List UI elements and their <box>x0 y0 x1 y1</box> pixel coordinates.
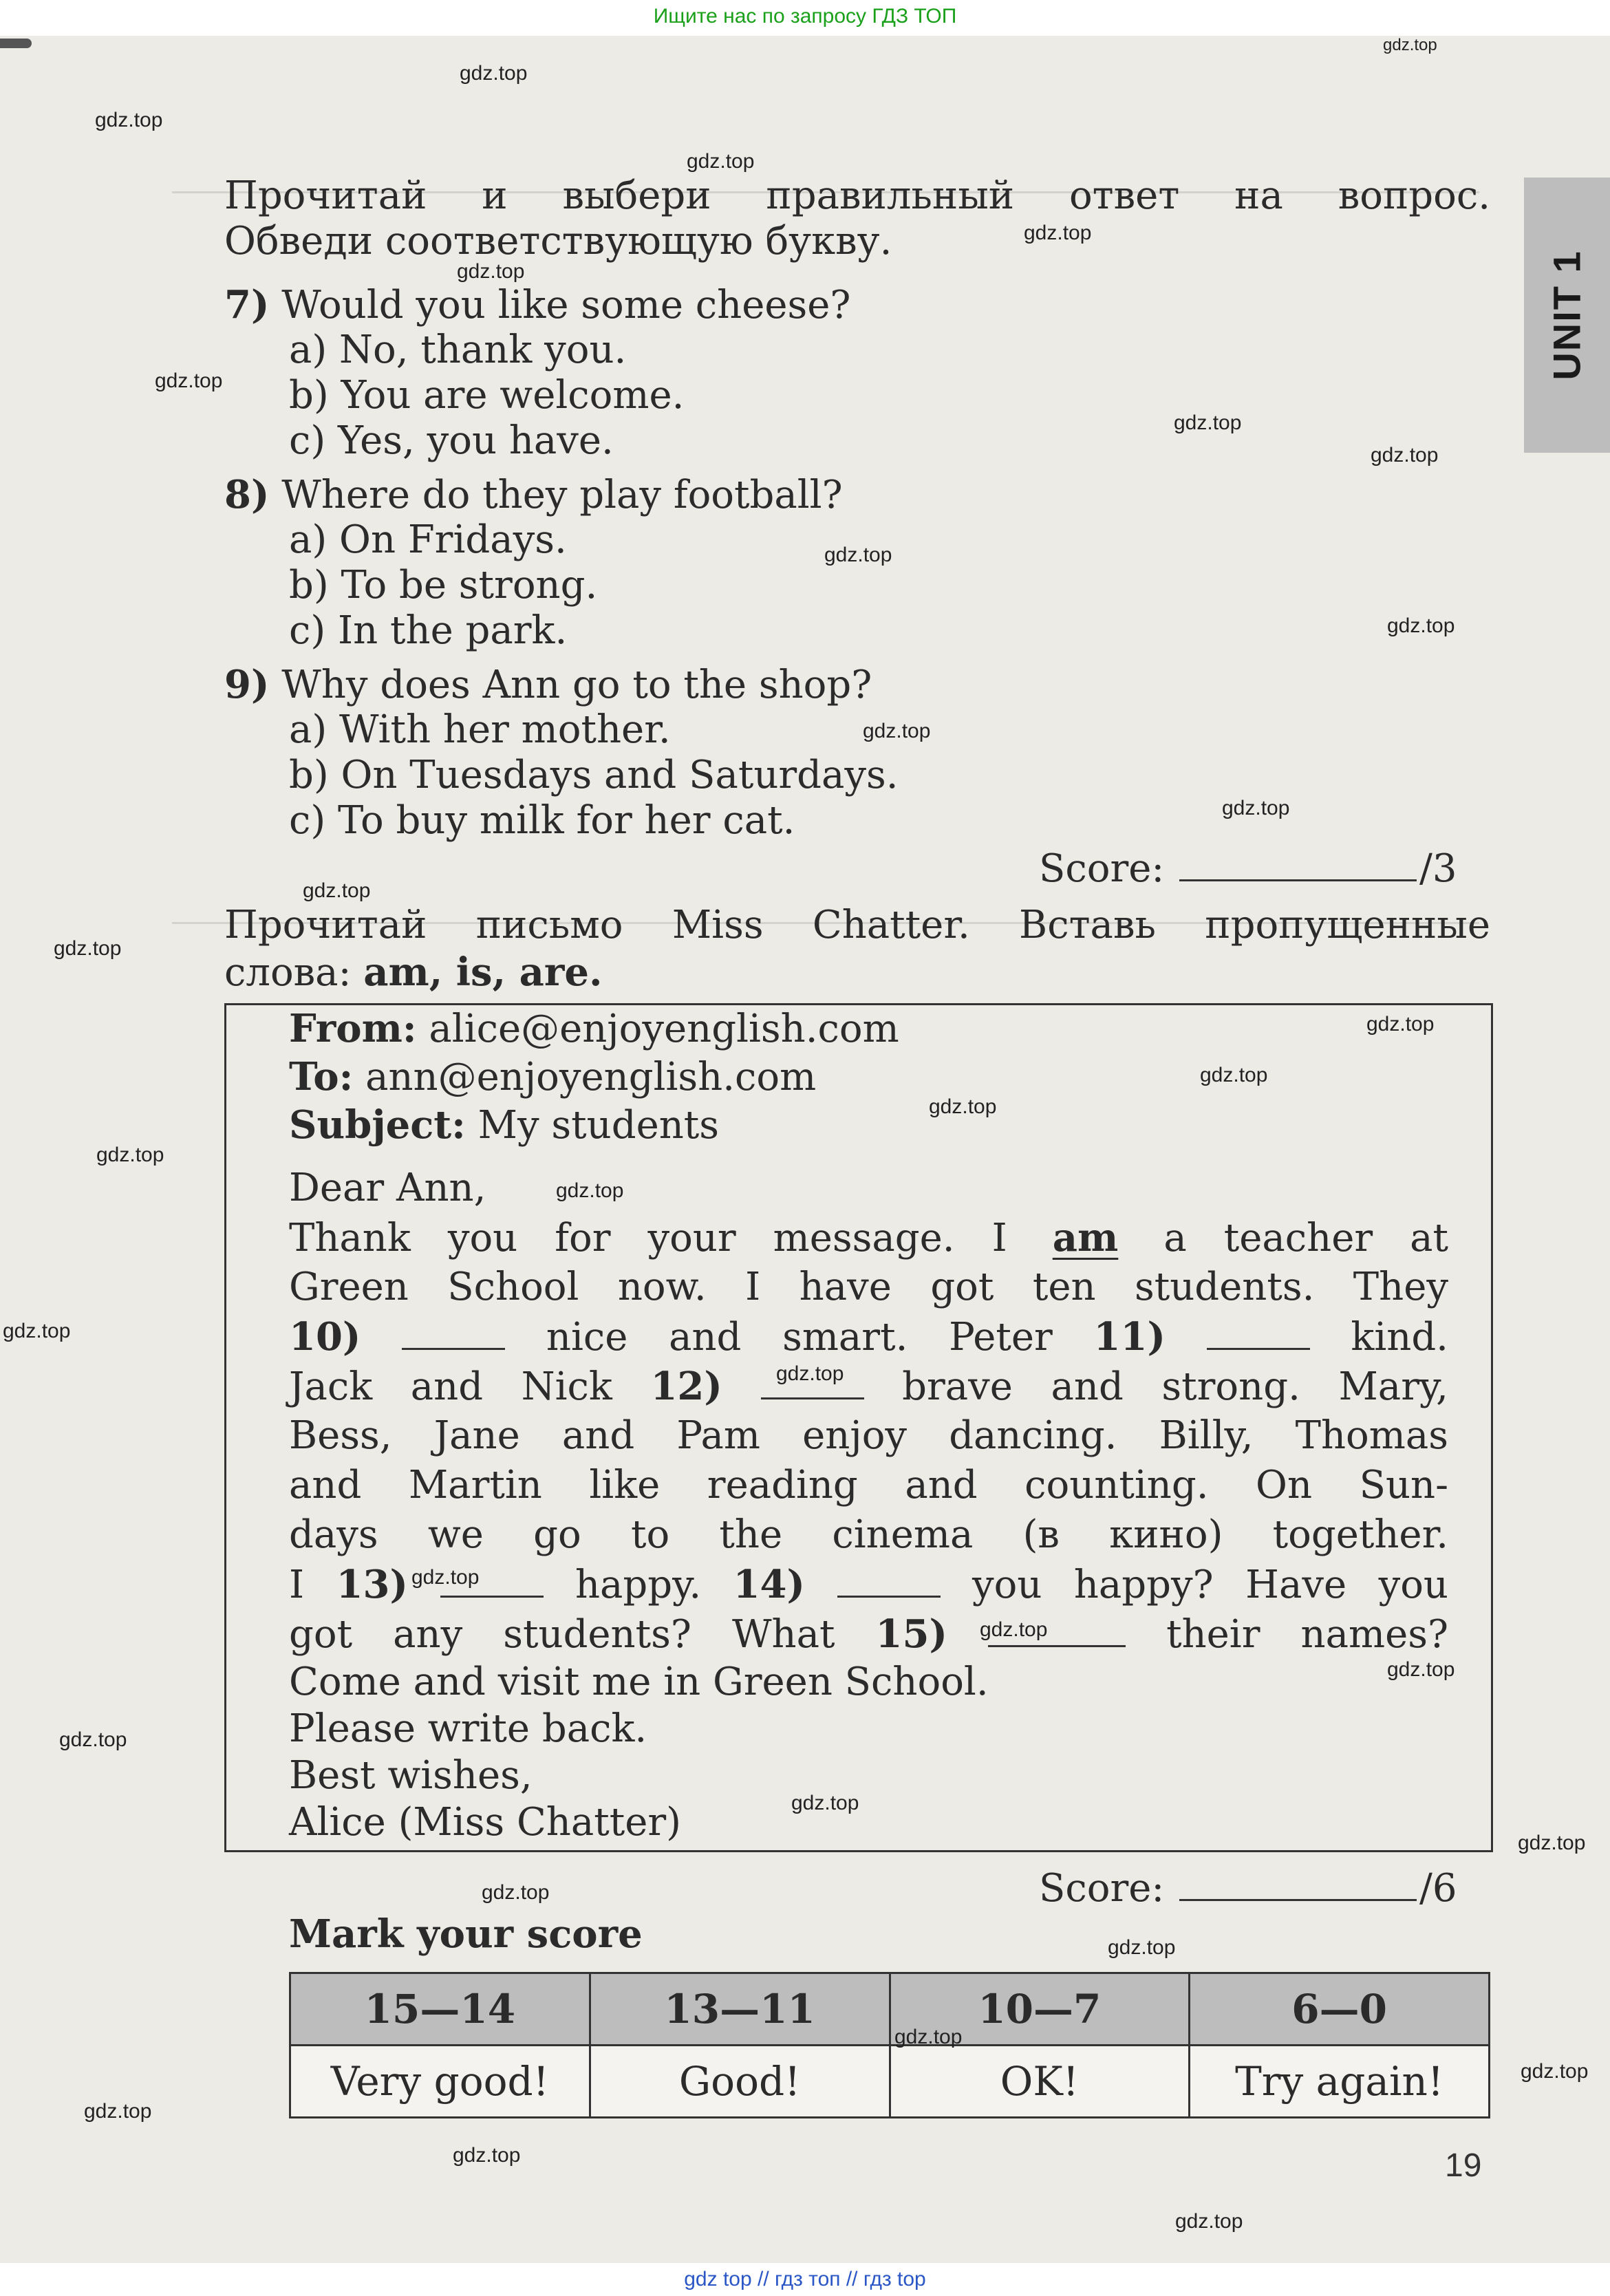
label-cell: Try again! <box>1190 2046 1490 2118</box>
letter-greeting: Dear Ann, <box>289 1166 486 1210</box>
watermark: gdz.top <box>863 720 931 742</box>
gap-number: 15) <box>875 1611 947 1657</box>
subject-value: My students <box>477 1103 720 1148</box>
option-9b[interactable]: b) On Tuesdays and Saturdays. <box>289 753 899 797</box>
option-7b[interactable]: b) You are welcome. <box>289 373 685 418</box>
question-9 <box>224 662 1490 708</box>
question-7 <box>224 282 1490 328</box>
score-label: Score: <box>1039 846 1165 891</box>
option-7c[interactable]: c) Yes, you have. <box>289 418 614 463</box>
from-value: alice@enjoyenglish.com <box>429 1007 899 1051</box>
range-cell: 10—7 <box>890 1973 1190 2046</box>
gap-number: 13) <box>336 1562 409 1607</box>
watermark: gdz.top <box>1366 1013 1435 1036</box>
text-span: you happy? Have you <box>972 1563 1448 1607</box>
watermark: gdz.top <box>1383 36 1437 54</box>
text-span: kind. <box>1351 1315 1448 1360</box>
mark-ranges-row <box>290 1973 1490 2046</box>
unit-tab-label: UNIT 1 <box>1545 250 1589 380</box>
watermark: gdz.top <box>1174 411 1242 434</box>
score-label: Score: <box>1039 1866 1165 1911</box>
watermark: gdz.top <box>1200 1064 1268 1086</box>
watermark: gdz.top <box>1518 1832 1586 1854</box>
question-number: 8) <box>224 472 270 517</box>
task2-instruction-1: Прочитай письмо Miss Chatter. Вставь пропущенные <box>224 903 1490 947</box>
gap-number: 11) <box>1093 1314 1166 1360</box>
letter-line-9 <box>289 1611 1448 1657</box>
text-span: a teacher at <box>1163 1216 1449 1260</box>
question-8 <box>224 472 1490 518</box>
watermark: gdz.top <box>482 1881 550 1904</box>
letter-line-1 <box>289 1215 1448 1261</box>
example-answer: am <box>1052 1215 1119 1260</box>
range-cell: 15—14 <box>290 1973 590 2046</box>
option-9a[interactable]: a) With her mother. <box>289 707 671 752</box>
watermark: gdz.top <box>96 1144 164 1166</box>
task1-score <box>1039 846 1457 891</box>
letter-line-10: Come and visit me in Green School. <box>289 1660 989 1704</box>
letter-line-5: Bess, Jane and Pam enjoy dancing. Billy, Thomas <box>289 1413 1448 1458</box>
letter-line-7: days we go to the cinema (в кино) together. <box>289 1512 1448 1557</box>
watermark: gdz.top <box>303 879 371 902</box>
from-label: From: <box>289 1006 417 1051</box>
task1-instruction-1: Прочитай и выбери правильный ответ на вопрос. <box>224 173 1490 218</box>
text-span: nice and smart. Peter <box>546 1315 1053 1360</box>
watermark: gdz.top <box>1387 614 1455 637</box>
task2-instruction-2 <box>224 949 1490 996</box>
letter-line-4 <box>289 1364 1448 1410</box>
question-text: Why does Ann go to the shop? <box>281 663 872 707</box>
option-8b[interactable]: b) To be strong. <box>289 563 598 608</box>
letter-signature: Alice (Miss Chatter) <box>289 1800 682 1845</box>
instruction-prefix: слова: <box>224 950 352 995</box>
bottom-banner[interactable]: gdz top // гдз топ // гдз top <box>684 2268 926 2290</box>
watermark: gdz.top <box>453 2144 521 2167</box>
score-total: /3 <box>1419 846 1457 891</box>
email-subject <box>289 1102 1448 1148</box>
letter-line-6: and Martin like reading and counting. On Sun- <box>289 1463 1448 1508</box>
score-blank[interactable] <box>1179 1871 1417 1901</box>
watermark: gdz.top <box>457 260 525 283</box>
text-span: Jack and Nick <box>289 1364 612 1409</box>
watermark: gdz.top <box>3 1320 71 1342</box>
text-span: got any students? What <box>289 1612 835 1657</box>
instruction-words: am, is, are. <box>363 949 603 995</box>
unit-tab <box>1524 178 1610 453</box>
question-number: 9) <box>224 662 270 707</box>
page-edge-mark <box>0 39 32 48</box>
gap-14-blank[interactable] <box>837 1565 941 1598</box>
watermark: gdz.top <box>687 150 755 173</box>
page-number: 19 <box>1445 2147 1482 2184</box>
gap-number: 12) <box>650 1364 722 1409</box>
text-span: Thank you for your message. I <box>289 1216 1007 1260</box>
gap-10-blank[interactable] <box>402 1318 505 1350</box>
range-cell: 13—11 <box>590 1973 890 2046</box>
watermark: gdz.top <box>556 1179 624 1202</box>
text-span: their names? <box>1166 1612 1448 1657</box>
email-to <box>289 1054 1448 1100</box>
watermark: gdz.top <box>460 62 528 85</box>
watermark: gdz.top <box>155 369 223 392</box>
letter-line-11: Please write back. <box>289 1706 647 1751</box>
to-value: ann@enjoyenglish.com <box>365 1055 817 1099</box>
text-span: I <box>289 1563 305 1607</box>
score-blank[interactable] <box>1179 852 1417 881</box>
watermark: gdz.top <box>980 1618 1048 1641</box>
watermark: gdz.top <box>824 544 892 566</box>
watermark: gdz.top <box>791 1792 859 1814</box>
gap-number: 14) <box>733 1562 806 1607</box>
mark-table <box>289 1972 1490 2118</box>
watermark: gdz.top <box>1387 1658 1455 1681</box>
option-7a[interactable]: a) No, thank you. <box>289 328 627 372</box>
watermark: gdz.top <box>1024 222 1092 244</box>
mark-labels-row <box>290 2046 1490 2118</box>
letter-line-12: Best wishes, <box>289 1753 533 1798</box>
watermark: gdz.top <box>54 937 122 960</box>
text-span: happy. <box>575 1563 702 1607</box>
option-9c[interactable]: c) To buy milk for her cat. <box>289 798 795 843</box>
subject-label: Subject: <box>289 1102 466 1148</box>
watermark: gdz.top <box>1108 1936 1176 1959</box>
task1-instruction-2: Обведи соответствующую букву. <box>224 219 892 264</box>
question-text: Would you like some cheese? <box>281 283 851 328</box>
gap-number: 10) <box>289 1314 361 1360</box>
watermark: gdz.top <box>411 1566 480 1589</box>
watermark: gdz.top <box>84 2100 152 2123</box>
watermark: gdz.top <box>894 2026 963 2048</box>
watermark: gdz.top <box>1521 2060 1589 2083</box>
question-text: Where do they play football? <box>281 473 843 517</box>
email-from <box>289 1006 1448 1052</box>
watermark: gdz.top <box>1371 444 1439 466</box>
option-8c[interactable]: c) In the park. <box>289 608 568 653</box>
to-label: To: <box>289 1054 354 1099</box>
label-cell: Good! <box>590 2046 890 2118</box>
watermark: gdz.top <box>776 1362 844 1385</box>
task2-score <box>1039 1866 1457 1911</box>
watermark: gdz.top <box>95 109 163 131</box>
watermark: gdz.top <box>59 1728 127 1751</box>
watermark: gdz.top <box>929 1095 997 1118</box>
watermark: gdz.top <box>1222 797 1290 819</box>
label-cell: OK! <box>890 2046 1190 2118</box>
letter-line-3 <box>289 1314 1448 1360</box>
question-number: 7) <box>224 282 270 328</box>
gap-11-blank[interactable] <box>1207 1318 1310 1350</box>
letter-line-2: Green School now. I have got ten students. They <box>289 1265 1448 1309</box>
watermark: gdz.top <box>1175 2210 1243 2233</box>
mark-title: Mark your score <box>289 1911 643 1957</box>
top-banner[interactable]: Ищите нас по запросу ГДЗ ТОП <box>653 5 957 28</box>
score-total: /6 <box>1419 1866 1457 1911</box>
range-cell: 6—0 <box>1190 1973 1490 2046</box>
option-8a[interactable]: a) On Fridays. <box>289 517 567 562</box>
label-cell: Very good! <box>290 2046 590 2118</box>
text-span: brave and strong. Mary, <box>902 1364 1448 1409</box>
